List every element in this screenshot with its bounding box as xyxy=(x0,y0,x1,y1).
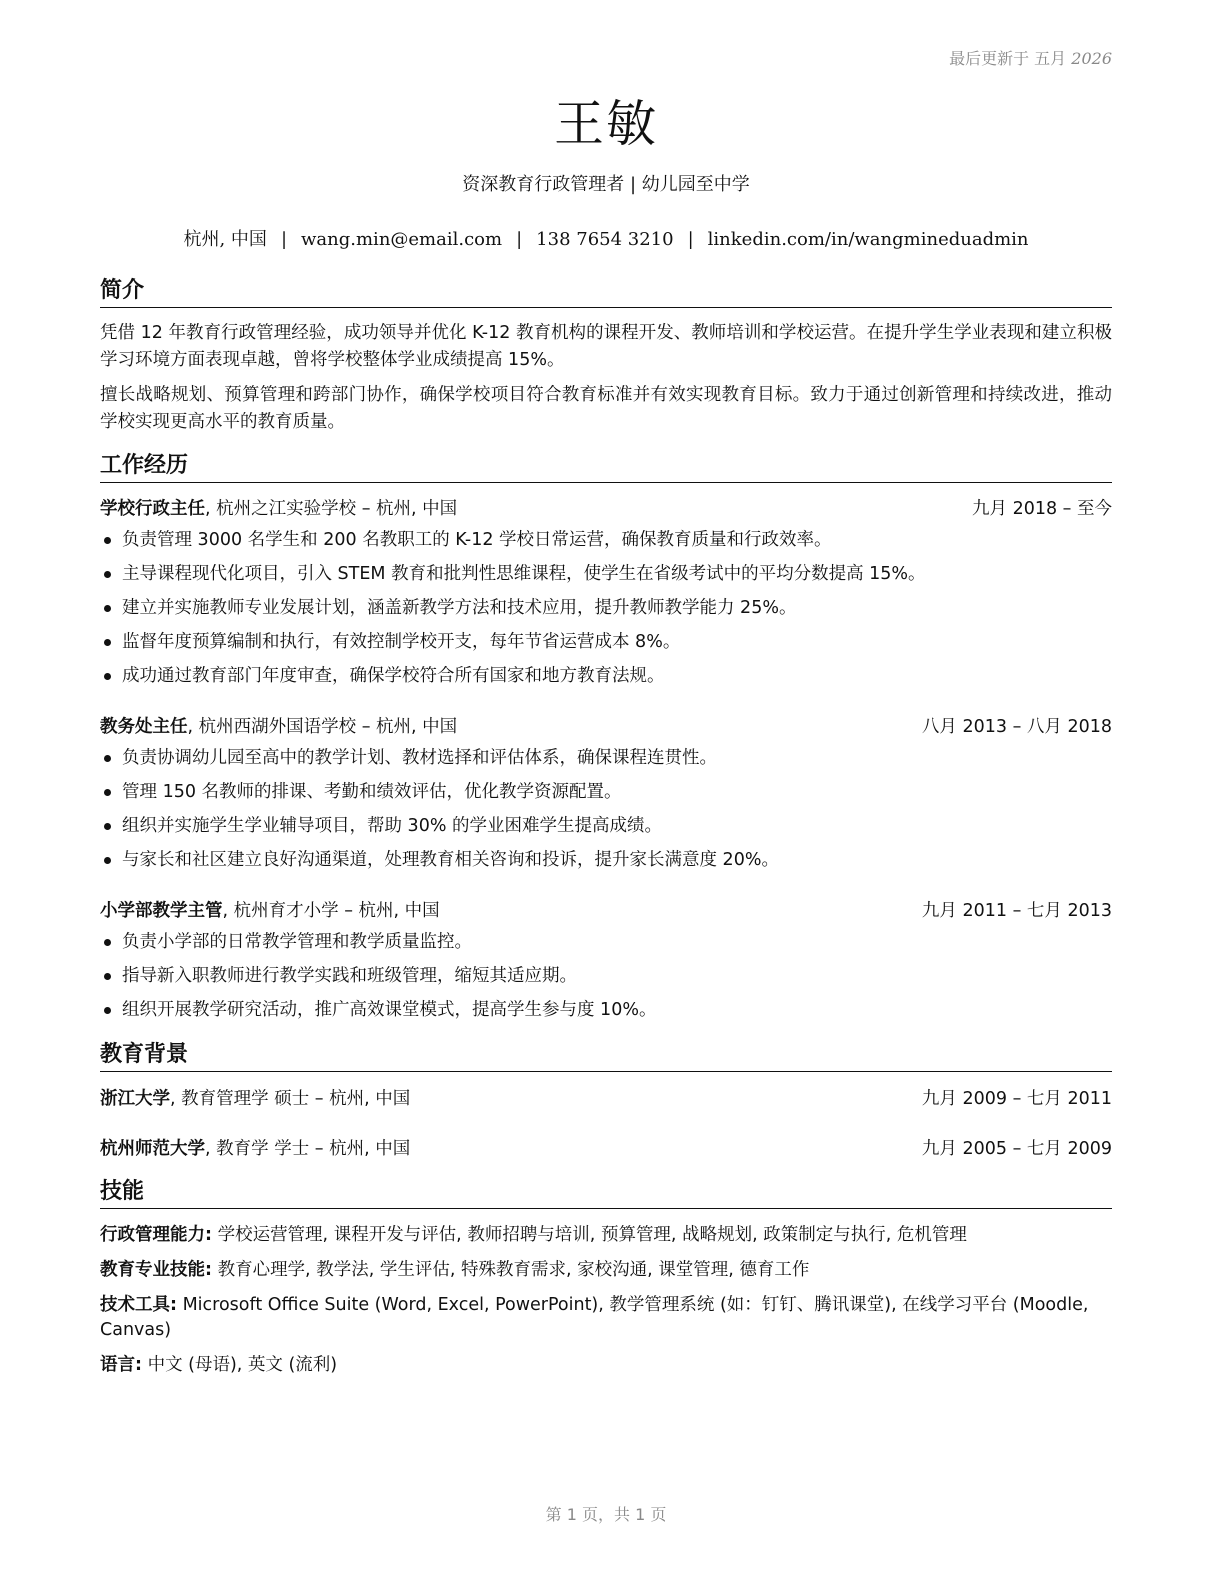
section-title-experience: 工作经历 xyxy=(100,452,1112,483)
education-dates: 九月 2005 – 七月 2009 xyxy=(921,1139,1112,1159)
skill-value: 教育心理学, 教学法, 学生评估, 特殊教育需求, 家校沟通, 课堂管理, 德育工作 xyxy=(212,1260,810,1280)
job-role: 小学部教学主管 xyxy=(100,901,223,921)
contact-separator: | xyxy=(280,229,288,250)
education-school: 浙江大学 xyxy=(100,1089,170,1109)
education-entry xyxy=(100,1086,1112,1112)
job-bullet: 主导课程现代化项目，引入 STEM 教育和批判性思维课程，使学生在省级考试中的平均分数提高 15%。 xyxy=(100,561,1112,595)
contact-separator: | xyxy=(516,229,523,250)
skill-label: 教育专业技能: xyxy=(100,1260,212,1280)
skill-value: 学校运营管理, 课程开发与评估, 教师招聘与培训, 预算管理, 战略规划, 政策制定与执行, 危机管理 xyxy=(212,1225,967,1245)
job-dates: 九月 2018 – 至今 xyxy=(972,499,1112,519)
skill-line xyxy=(100,1258,1112,1283)
skill-value: 中文 (母语), 英文 (流利) xyxy=(142,1355,338,1375)
section-title-education: 教育背景 xyxy=(100,1041,1112,1072)
job-bullet: 成功通过教育部门年度审查，确保学校符合所有国家和地方教育法规。 xyxy=(100,663,1112,697)
contact-location: 杭州, 中国 xyxy=(183,229,267,250)
job-bullet: 负责管理 3000 名学生和 200 名教职工的 K-12 学校日常运营，确保教育质量和行政效率。 xyxy=(100,527,1112,561)
job-header xyxy=(100,714,1112,740)
education-detail: , 教育学 学士 – 杭州, 中国 xyxy=(205,1139,411,1159)
job-bullets xyxy=(100,527,1112,697)
job-header xyxy=(100,496,1112,522)
skill-line xyxy=(100,1293,1112,1343)
job-bullet: 负责小学部的日常教学管理和教学质量监控。 xyxy=(100,929,1112,963)
education-school: 杭州师范大学 xyxy=(100,1139,205,1159)
skill-line xyxy=(100,1223,1112,1248)
section-title-skills: 技能 xyxy=(100,1178,1112,1209)
job-bullet: 指导新入职教师进行教学实践和班级管理，缩短其适应期。 xyxy=(100,963,1112,997)
job-bullet: 监督年度预算编制和执行，有效控制学校开支，每年节省运营成本 8%。 xyxy=(100,629,1112,663)
job-bullet: 与家长和社区建立良好沟通渠道，处理教育相关咨询和投诉，提升家长满意度 20%。 xyxy=(100,847,1112,881)
job-role: 教务处主任 xyxy=(100,717,188,737)
job-org: , 杭州之江实验学校 – 杭州, 中国 xyxy=(205,499,458,519)
job-bullet: 组织并实施学生学业辅导项目，帮助 30% 的学业困难学生提高成绩。 xyxy=(100,813,1112,847)
contact-linkedin[interactable]: linkedin.com/in/wangmineduadmin xyxy=(707,229,1029,250)
skill-line xyxy=(100,1353,1112,1378)
job-header xyxy=(100,898,1112,924)
contact-email[interactable]: wang.min@email.com xyxy=(301,229,503,250)
job-bullet: 组织开展教学研究活动，推广高效课堂模式，提高学生参与度 10%。 xyxy=(100,997,1112,1031)
candidate-name: 王敏 xyxy=(554,95,658,153)
skill-value: Microsoft Office Suite (Word, Excel, PowerPoint), 教学管理系统 (如：钉钉、腾讯课堂), 在线学习平台 (Moodle, Canvas) xyxy=(100,1295,1089,1340)
job-bullet: 负责协调幼儿园至高中的教学计划、教材选择和评估体系，确保课程连贯性。 xyxy=(100,745,1112,779)
job-org: , 杭州西湖外国语学校 – 杭州, 中国 xyxy=(187,717,458,737)
job-role: 学校行政主任 xyxy=(100,499,205,519)
job-dates: 八月 2013 – 八月 2018 xyxy=(921,717,1112,737)
resume-page xyxy=(100,0,1112,1584)
education-detail: , 教育管理学 硕士 – 杭州, 中国 xyxy=(170,1089,411,1109)
job-org: , 杭州育才小学 – 杭州, 中国 xyxy=(222,901,440,921)
last-updated-year: 2026 xyxy=(1071,49,1112,68)
summary-paragraph: 擅长战略规划、预算管理和跨部门协作，确保学校项目符合教育标准并有效实现教育目标。致力于通过创新管理和持续改进，推动学校实现更高水平的教育质量。 xyxy=(100,385,1112,432)
job-bullet: 建立并实施教师专业发展计划，涵盖新教学方法和技术应用，提升教师教学能力 25%。 xyxy=(100,595,1112,629)
job-bullet: 管理 150 名教师的排课、考勤和绩效评估，优化教学资源配置。 xyxy=(100,779,1112,813)
skill-label: 技术工具: xyxy=(100,1295,177,1315)
job-bullets xyxy=(100,929,1112,1031)
job-bullets xyxy=(100,745,1112,881)
candidate-tagline: 资深教育行政管理者 | 幼儿园至中学 xyxy=(462,174,750,195)
section-title-summary: 简介 xyxy=(100,277,1112,308)
job-dates: 九月 2011 – 七月 2013 xyxy=(921,901,1112,921)
skill-label: 行政管理能力: xyxy=(100,1225,212,1245)
contact-phone[interactable]: 138 7654 3210 xyxy=(536,229,674,250)
summary-paragraph: 凭借 12 年教育行政管理经验，成功领导并优化 K-12 教育机构的课程开发、教师培训和学校运营。在提升学生学业表现和建立积极学习环境方面表现卓越，曾将学校整体学业成绩提高 15%。 xyxy=(100,323,1112,370)
last-updated-label: 最后更新于 五月 xyxy=(949,49,1067,68)
education-entry xyxy=(100,1136,1112,1162)
skill-label: 语言: xyxy=(100,1355,142,1375)
page-footer: 第 1 页，共 1 页 xyxy=(545,1505,667,1524)
last-updated xyxy=(949,46,1112,69)
contact-line xyxy=(100,225,1112,251)
contact-separator: | xyxy=(687,229,694,250)
education-dates: 九月 2009 – 七月 2011 xyxy=(921,1089,1112,1109)
